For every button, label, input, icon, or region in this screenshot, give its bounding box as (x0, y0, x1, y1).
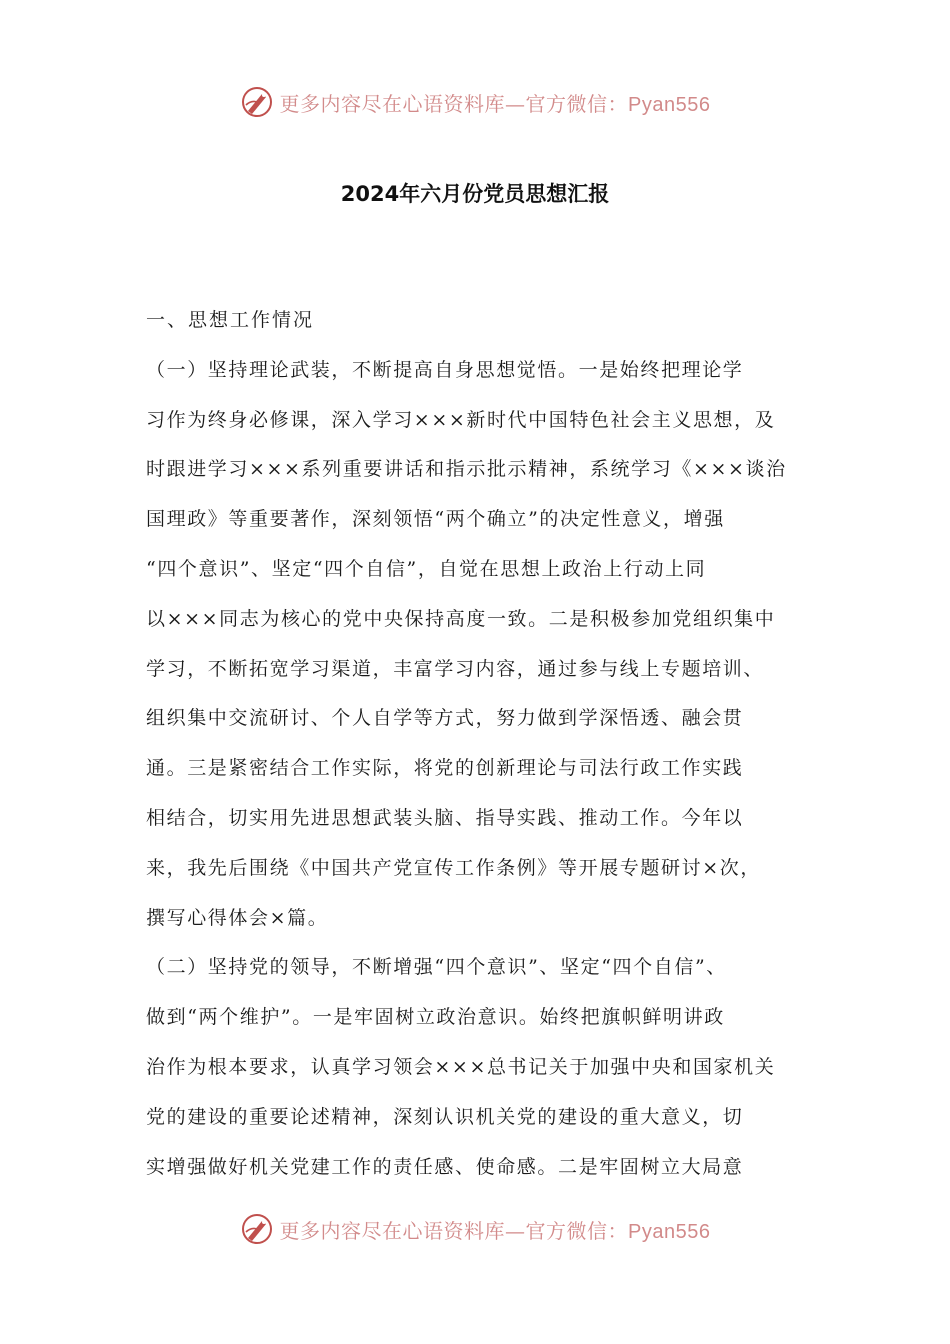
header-watermark (0, 82, 950, 122)
paragraph-line: 做到“两个维护”。一是牢固树立政治意识。始终把旗帜鲜明讲政 (146, 1006, 725, 1029)
paragraph-line: （二）坚持党的领导，不断增强“四个意识”、坚定“四个自信”、 (146, 956, 727, 979)
paragraph-line: 来，我先后围绕《中国共产党宣传工作条例》等开展专题研讨×次， (146, 856, 761, 879)
paragraph-line: 学习，不断拓宽学习渠道，丰富学习内容，通过参与线上专题培训、 (146, 657, 765, 680)
paragraph-line: 实增强做好机关党建工作的责任感、使命感。二是牢固树立大局意 (146, 1155, 744, 1178)
paragraph-line: 通。三是紧密结合工作实际，将党的创新理论与司法行政工作实践 (146, 757, 744, 780)
pen-logo-icon (240, 1212, 274, 1246)
document-body (146, 296, 810, 1192)
watermark-text: 更多内容尽在心语资料库—官方微信：Pyan556 (279, 91, 711, 116)
watermark-text: 更多内容尽在心语资料库—官方微信：Pyan556 (279, 1218, 711, 1243)
pen-logo-icon (240, 85, 274, 119)
paragraph-line: 相结合，切实用先进思想武装头脑、指导实践、推动工作。今年以 (146, 806, 744, 829)
section-heading: 一、思想工作情况 (146, 309, 315, 331)
paragraph-line: 习作为终身必修课，深入学习×××新时代中国特色社会主义思想，及 (146, 408, 776, 431)
footer-watermark (0, 1209, 950, 1249)
paragraph-line: 撰写心得体会×篇。 (146, 906, 329, 929)
document-title: 2024年六月份党员思想汇报 (340, 182, 610, 206)
paragraph-line: 组织集中交流研讨、个人自学等方式，努力做到学深悟透、融会贯 (146, 707, 744, 730)
paragraph-line: 党的建设的重要论述精神，深刻认识机关党的建设的重大意义，切 (146, 1105, 744, 1128)
paragraph-line: 时跟进学习×××系列重要讲话和指示批示精神，系统学习《×××谈治 (146, 458, 787, 481)
paragraph-line: （一）坚持理论武装，不断提高自身思想觉悟。一是始终把理论学 (146, 358, 744, 381)
paragraph-line: 治作为根本要求，认真学习领会×××总书记关于加强中央和国家机关 (146, 1055, 776, 1078)
paragraph-line: 国理政》等重要著作，深刻领悟“两个确立”的决定性意义，增强 (146, 508, 725, 531)
paragraph-line: 以×××同志为核心的党中央保持高度一致。二是积极参加党组织集中 (146, 607, 776, 630)
paragraph-line: “四个意识”、坚定“四个自信”，自觉在思想上政治上行动上同 (146, 557, 707, 580)
